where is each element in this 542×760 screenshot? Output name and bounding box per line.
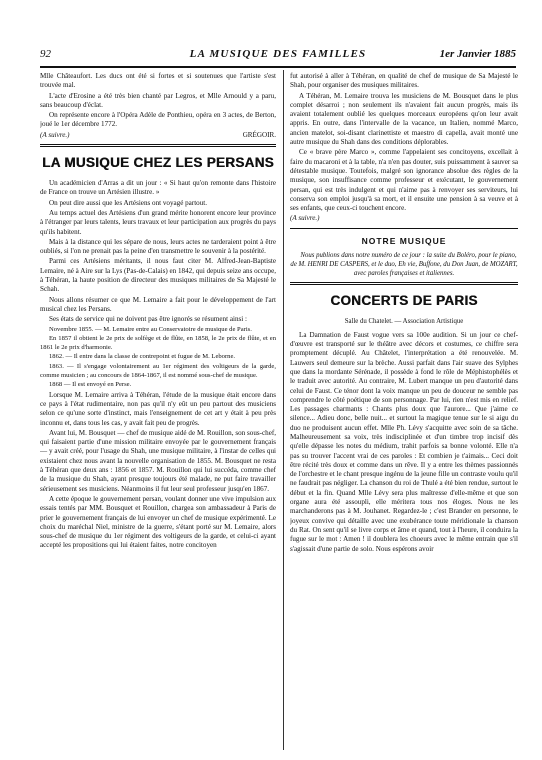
issue-date: 1er Janvier 1885 (439, 48, 516, 60)
service-entry: Novembre 1855. — M. Lemaire entre au Conservatoire de musique de Paris. (49, 325, 252, 333)
page-header (40, 48, 516, 62)
service-entry: 1868 — Il est envoyé en Perse. (49, 381, 132, 389)
author-signature: GRÉGOIR. (242, 130, 276, 139)
paragraph: Mais à la distance qui les sépare de nous, leurs actes ne tarderaient point à être oubliés, si l'on ne prenait pas la peine d'en transmettre le souvenir à la postérité. (40, 237, 276, 256)
paragraph: On peut dire aussi que les Artésiens ont voyagé partout. (49, 198, 207, 207)
service-entry: 1862. — Il entre dans la classe de contrepoint et fugue de M. Leborne. (49, 353, 236, 361)
header-rule (40, 66, 516, 68)
section-title-concerts: CONCERTS DE PARIS (330, 293, 478, 309)
paragraph: Avant lui, M. Bousquet — chef de musique aidé de M. Rouillon, son sous-chef, qui faisaient partie d'une mission militaire envoyée par le gouvernement français — y avait créé, pour l'usage du Shah, une musique militaire, à l'instar de celles qui existaient chez nous avant la nouvelle organisation de 1855. M. Bousquet ne resta à Téhéran que deux ans : 1856 et 1857. M. Rouillon qui lui succéda, comme chef de la musique du Shah, ayant presque toujours été malade, ne put faire travailler sérieusement ses musiciens. Néanmoins il fut leur seul professeur jusqu'en 1867. (40, 428, 276, 493)
section-rule (40, 144, 276, 147)
service-entry: En 1857 il obtient le 2e prix de solfège et de flûte, en 1858, le 2e prix de flûte, et en 1861 le 2e prix d'harmonie. (40, 335, 276, 351)
paragraph: Ce « brave père Marco », comme l'appelaient ses concitoyens, excellait à faire du macaroni et à la table, n'a n'en pas douter, suis puissamment à sauver sa détestable musique. Toutefois, malgré son ignorance absolue des règles de la musique, son insuffisance comme professeur et exécutant, le gouvernement persan, qui est très indulgent et qui n'aime pas à renvoyer ses serviteurs, lui conserva son emploi jusqu'à sa mort, et il ensuite une pension à sa veuve et à ses enfants, que ceux-ci touchent encore. (290, 148, 518, 213)
paragraph: Lorsque M. Lemaire arriva à Téhéran, l'étude de la musique était encore dans ce pays à l'état rudimentaire, non pas qu'il n'y eût un peu partout des musiciens selon ce qu'une sorte d'instinct, mais l'enseignement de cet art y était à peu près inconnu et, dans tous les cas, y avait fait peu de progrès. (40, 390, 276, 427)
signature-line (40, 131, 276, 140)
right-column (290, 72, 518, 752)
journal-title: LA MUSIQUE DES FAMILLES (189, 48, 367, 60)
paragraph: L'acte d'Erosine a été très bien chanté par Legros, et Mlle Arnould y a paru, sans beaucoup d'éclat. (40, 91, 276, 109)
paragraph: Au temps actuel des Artésiens d'un grand mérite honorent encore leur province à l'étranger par leurs talents, leurs travaux et leur participation aux progrès du pays qu'ils habitent. (40, 208, 276, 236)
paragraph: Un académicien d'Arras a dit un jour : « Si haut qu'on remonte dans l'histoire de France on trouve un Artésien illustre. » (40, 179, 276, 197)
article-title: LA MUSIQUE CHEZ LES PERSANS (42, 155, 274, 171)
service-record (40, 326, 276, 390)
paragraph: Ses états de service qui ne doivent pas être ignorés se résument ainsi : (49, 315, 247, 324)
to-be-continued: (A suivre.) (290, 214, 320, 223)
section-rule (290, 282, 518, 285)
page-number: 92 (40, 48, 51, 60)
paragraph: Mlle Châteaufort. Les ducs ont été si fortes et si soutenues que l'artiste s'est trouvée mal. (40, 72, 276, 90)
venue-subheading: Salle du Chatelet. — Association Artistique (344, 318, 464, 326)
paragraph: On représente encore à l'Opéra Adèle de Ponthieu, opéra en 3 actes, de Berton, joué le 1er décembre 1772. (40, 111, 276, 129)
paragraph: Nous allons résumer ce que M. Lemaire a fait pour le développement de l'art musical chez les Persans. (40, 295, 276, 313)
service-entry: 1863. — Il s'engage volontairement au 1er régiment des voltigeurs de la garde, comme musicien ; au concours de 1864-1867, il est nommé sous-chef de musique. (40, 362, 276, 379)
paragraph: A Téhéran, M. Lemaire trouva les musiciens de M. Bousquet dans le plus complet désarroi ; non seulement ils n'avaient fait aucun progrès, mais ils avaient totalement oublié les quelques morceaux européens qu'on leur avait appris. En outre, dans l'intervalle de la vacance, un Italien, nommé Marco, ancien matelot, soi-disant clarinettiste et maestro di capella, avait monté une autre musique du Shah dans des conditions déplorables. (290, 91, 518, 147)
column-divider (283, 70, 284, 750)
paragraph: A cette époque le gouvernement persan, voulant donner une vive impulsion aux essais tentés par MM. Bousquet et Rouillon, chargea son ambassadeur à Paris de prier le gouvernement français de lui envoyer un chef de musique expérimenté. Le choix du maréchal Niel, ministre de la guerre, s'étant porté sur M. Lemaire, alors sous-chef de musique du 1er régiment des voltigeurs de la garde, et celui-ci ayant accepté les propositions qui lui étaient faites, notre concitoyen (40, 494, 276, 550)
to-be-continued: (A suivre.) (40, 130, 70, 139)
section-rule (290, 228, 518, 229)
paragraph: Parmi ces Artésiens méritants, il nous faut citer M. Alfred-Jean-Baptiste Lemaire, né à Aire sur la Lys (Pas-de-Calais) en 1842, qui depuis seize ans occupe, à Téhéran, la haute position de directeur des musiques militaires de Sa Majesté le Schah. (40, 257, 276, 294)
paragraph: fut autorisé à aller à Téhéran, en qualité de chef de musique de Sa Majesté le Shah, pour organiser des musiques militaires. (290, 72, 518, 90)
left-column (40, 72, 276, 752)
paragraph: La Damnation de Faust vogue vers sa 100e audition. Si un jour ce chef-d'œuvre est transporté sur le théâtre avec décors et costumes, ce chiffre sera promptement décuplé. Au Châtelet, l'interprétation a été renouvelée. M. Lauwers seul demeure sur la brèche. Aussi parfait dans l'air suave des Sylphes que dans la mordante Sérénade, il possède à fond le rôle de Méphistophélès et le traduit avec autorité. Au contraire, M. Lubert manque un peu d'autorité dans celui de Faust. Ce ténor dont la voix manque un peu de douceur ne semble pas comprendre le côté poétique de son personnage. Par lui, rien n'est mis en relief. Les passages charmants : Chants plus doux que l'aurore... Que j'aime ce silence... Adieu donc, belle nuit... et surtout la magique tenue sur le si aigu du duo ne produisent aucun effet. Mlle Ph. Lévy s'acquitte avec soin de sa tâche. Malheureusement sa voix, très indisciplinée et d'un timbre trop incisif dès qu'elle dépasse les notes du médium, trahit parfois sa bonne volonté. Elle n'a pas su trouver l'accent vrai de ces paroles : Et combien je t'aimais... Ceci doit être récité très doux et comme dans un rêve. Il y a entre les thèmes passionnés de l'orchestre et le chant presque ingénu de la jeune fille un contraste voulu qu'il ne faudrait pas négliger. La chanson du roi de Thulé a été bien rendue, surtout le début et la fin. Quand Mlle Lévy sera plus maîtresse d'elle-même et que son organe aura été assoupli, elle méritera tous nos éloges. Nous ne les marchanderons pas à M. Jouhanet. Regardez-le ; c'est Brander en personne, le joyeux convive qui détaille avec une exubérance toute méridionale la chanson du Rat. On sent qu'il se livre corps et âme et quand, tout à l'heure, il conduira la fugue sur le mot : Amen ! il doublera les choeurs avec le même entrain que s'il s'agissait d'une partie de solo. Nous espérons avoir (290, 330, 518, 553)
notre-musique-text: Nous publions dans notre numéro de ce jour : la suite du Boléro, pour le piano, de M. HENRI DE CASPERS, et le duo, Eh vie, Buffone, du Don Juan, de MOZART, avec paroles françaises et italiennes. (290, 252, 518, 277)
section-title-notre-musique: NOTRE MUSIQUE (361, 235, 447, 246)
